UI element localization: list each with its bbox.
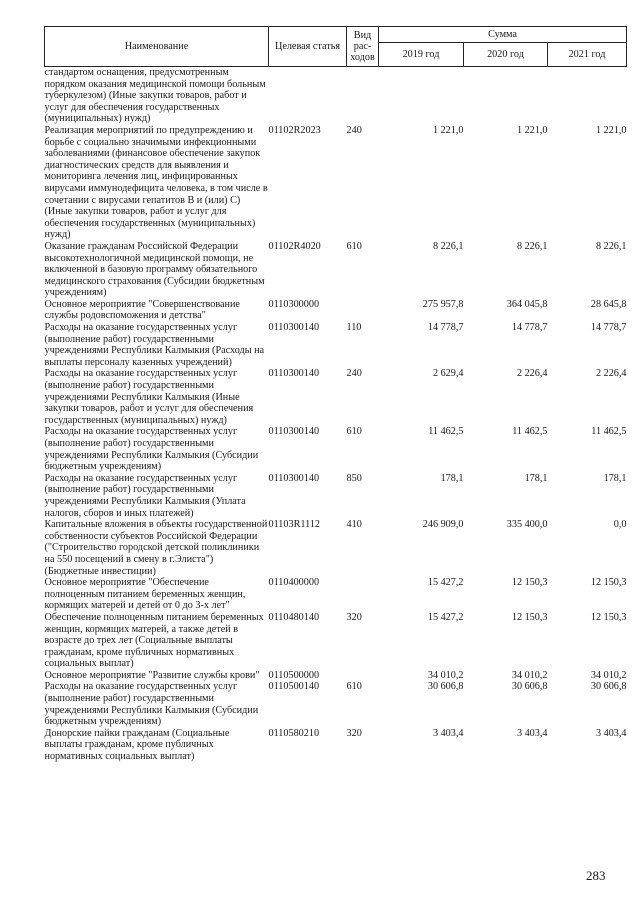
table-row [45,681,627,727]
row-sum-2019: 30 606,8 [427,681,464,693]
row-name: Расходы на оказание государственных услуг (выполнение работ) государственными учреждениями Республики Калмыкия (Расходы на выплаты персоналу казенных учреждений) [44,322,265,368]
row-sum-2021: 14 778,7 [590,322,627,334]
row-name: Основное мероприятие "Развитие службы крови" [44,669,260,681]
row-target-article: 0110300000 [268,298,320,310]
page-number: 283 [586,868,606,883]
row-sum-2019: 1 221,0 [432,124,464,136]
row-expense-type [347,670,379,682]
row-sum-2020: 364 045,8 [506,298,548,310]
row-sum-2019: 3 403,4 [432,727,464,739]
header-target-article: Целевая статья [269,27,347,67]
row-sum-2020: 12 150,3 [511,611,548,623]
row-sum-2021: 0,0 [613,519,627,531]
row-target-article: 0110300140 [268,426,320,438]
row-expense-type: 240 [346,368,362,380]
row-sum-2019: 8 226,1 [432,240,464,252]
row-expense-type: 850 [346,472,362,484]
row-target-article: 0110480140 [268,611,320,623]
row-sum-2021: 11 462,5 [591,426,627,438]
row-target-article: 01102R4020 [268,240,321,252]
row-sum-2021: 178,1 [603,472,627,484]
row-name: Капитальные вложения в объекты государственной собственности субъектов Российской Федерации ("Строительство городской детской поликлиники на 550 посещений в смену в г.Элиста") (Бюджетные инвестиции) [44,519,268,577]
row-sum-2020: 30 606,8 [511,681,548,693]
row-expense-type: 610 [346,681,362,693]
row-sum-2021 [548,67,627,125]
row-sum-2019: 275 957,8 [422,298,464,310]
row-target-article [269,67,347,125]
table-row [45,577,627,612]
row-target-article: 01103R1112 [268,519,321,531]
row-sum-2019: 2 629,4 [432,368,464,380]
row-sum-2020: 1 221,0 [516,124,548,136]
header-year-2021: 2021 год [548,43,627,67]
row-name: Расходы на оказание государственных услуг (выполнение работ) государственными учреждениями Республики Калмыкия (Уплата налогов, сборов и иных платежей) [44,472,246,519]
row-expense-type: 240 [346,124,362,136]
row-sum-2020: 11 462,5 [512,426,548,438]
row-expense-type: 320 [346,727,362,739]
row-sum-2020: 2 226,4 [516,368,548,380]
row-sum-2019 [379,67,464,125]
row-target-article: 0110580210 [268,727,320,739]
row-sum-2021: 1 221,0 [595,124,627,136]
table-row [45,473,627,519]
table-row [45,728,627,763]
table-row [45,612,627,670]
row-sum-2021: 34 010,2 [590,669,627,681]
row-name: Расходы на оказание государственных услуг (выполнение работ) государственными учреждениями Республики Калмыкия (Субсидии бюджетным учреждениям) [44,681,259,728]
row-sum-2020: 178,1 [524,472,548,484]
header-expense-type: Вид рас-ходов [347,27,379,67]
row-target-article: 0110300140 [268,322,320,334]
header-year-2019: 2019 год [379,43,464,67]
row-sum-2020 [464,67,548,125]
row-sum-2021: 8 226,1 [595,240,627,252]
row-target-article: 01102R2023 [268,124,321,136]
row-sum-2020: 34 010,2 [511,669,548,681]
table-row [45,368,627,426]
header-name: Наименование [45,27,269,67]
row-name: Основное мероприятие "Совершенствование службы родовспоможения и детства" [44,298,240,322]
row-sum-2021: 3 403,4 [595,727,627,739]
header-sum: Сумма [379,27,627,43]
table-row [45,670,627,682]
row-name: Оказание гражданам Российской Федерации высокотехнологичной медицинской помощи, не включенной в базовую программу обязательного медицинского страхования (Субсидии бюджетным учреждениям) [44,240,265,299]
table-row [45,67,627,125]
row-sum-2020: 14 778,7 [511,322,548,334]
row-sum-2020: 3 403,4 [516,727,548,739]
row-name: Расходы на оказание государственных услуг (выполнение работ) государственными учреждениями Республики Калмыкия (Субсидии бюджетным учреждениям) [44,426,259,473]
row-expense-type [347,299,379,322]
table-row [45,299,627,322]
row-sum-2021: 28 645,8 [590,298,627,310]
row-expense-type: 110 [346,322,362,334]
row-sum-2021: 2 226,4 [595,368,627,380]
row-expense-type: 320 [346,611,362,623]
row-sum-2019: 178,1 [440,472,464,484]
row-sum-2019: 34 010,2 [427,669,464,681]
table-row [45,241,627,299]
row-target-article: 0110300140 [268,472,320,484]
row-sum-2020: 12 150,3 [511,577,548,589]
row-target-article: 0110400000 [268,577,320,589]
row-sum-2019: 15 427,2 [427,611,464,623]
table-row [45,322,627,368]
header-year-2020: 2020 год [464,43,548,67]
row-sum-2019: 14 778,7 [427,322,464,334]
row-expense-type: 610 [346,426,362,438]
row-name: Расходы на оказание государственных услуг (выполнение работ) государственными учреждениями Республики Калмыкия (Иные закупки товаров, работ и услуг для обеспечения государственных (муниципальных) нужд) [44,368,254,426]
row-sum-2019: 11 462,5 [428,426,464,438]
row-sum-2021: 12 150,3 [590,577,627,589]
row-target-article: 0110500140 [268,681,320,693]
row-sum-2019: 15 427,2 [427,577,464,589]
row-sum-2019: 246 909,0 [422,519,464,531]
row-target-article: 0110300140 [268,368,320,380]
row-sum-2021: 12 150,3 [590,611,627,623]
row-name: Реализация мероприятий по предупреждению и борьбе с социально значимыми инфекционными заболеваниями (финансовое обеспечение закупок диагностических средств для выявления и мониторинга лечения лиц, инфицированных вирусами иммунодефицита человека, в том числе в сочетании с вирусами гепатитов В и (или) С) (Иные закупки товаров, работ и услуг для обеспечения государственных (муниципальных) нужд) [44,124,268,241]
table-row [45,125,627,241]
row-target-article: 0110500000 [268,669,320,681]
table-header [45,27,627,67]
row-sum-2020: 8 226,1 [516,240,548,252]
table-body [45,67,627,763]
row-name: стандартом оснащения, предусмотренным порядком оказания медицинской помощи больным туберкулезом) (Иные закупки товаров, работ и услуг для обеспечения государственных (муниципальных) нужд) [44,67,266,125]
row-name: Обеспечение полноценным питанием беременных женщин, кормящих матерей, а также детей в возрасте до трех лет (Социальные выплаты гражданам, кроме публичных нормативных социальных выплат) [44,611,264,670]
row-expense-type: 610 [346,240,362,252]
table-row [45,519,627,577]
row-sum-2021: 30 606,8 [590,681,627,693]
row-name: Донорские пайки гражданам (Социальные выплаты гражданам, кроме публичных нормативных социальных выплат) [44,727,230,763]
row-expense-type [347,67,379,125]
table-row [45,426,627,472]
budget-table [44,26,627,763]
row-expense-type [347,577,379,612]
row-name: Основное мероприятие "Обеспечение полноценным питанием беременных женщин, кормящих матерей и детей от 0 до 3-х лет" [44,577,246,612]
row-expense-type: 410 [346,519,362,531]
row-sum-2020: 335 400,0 [506,519,548,531]
